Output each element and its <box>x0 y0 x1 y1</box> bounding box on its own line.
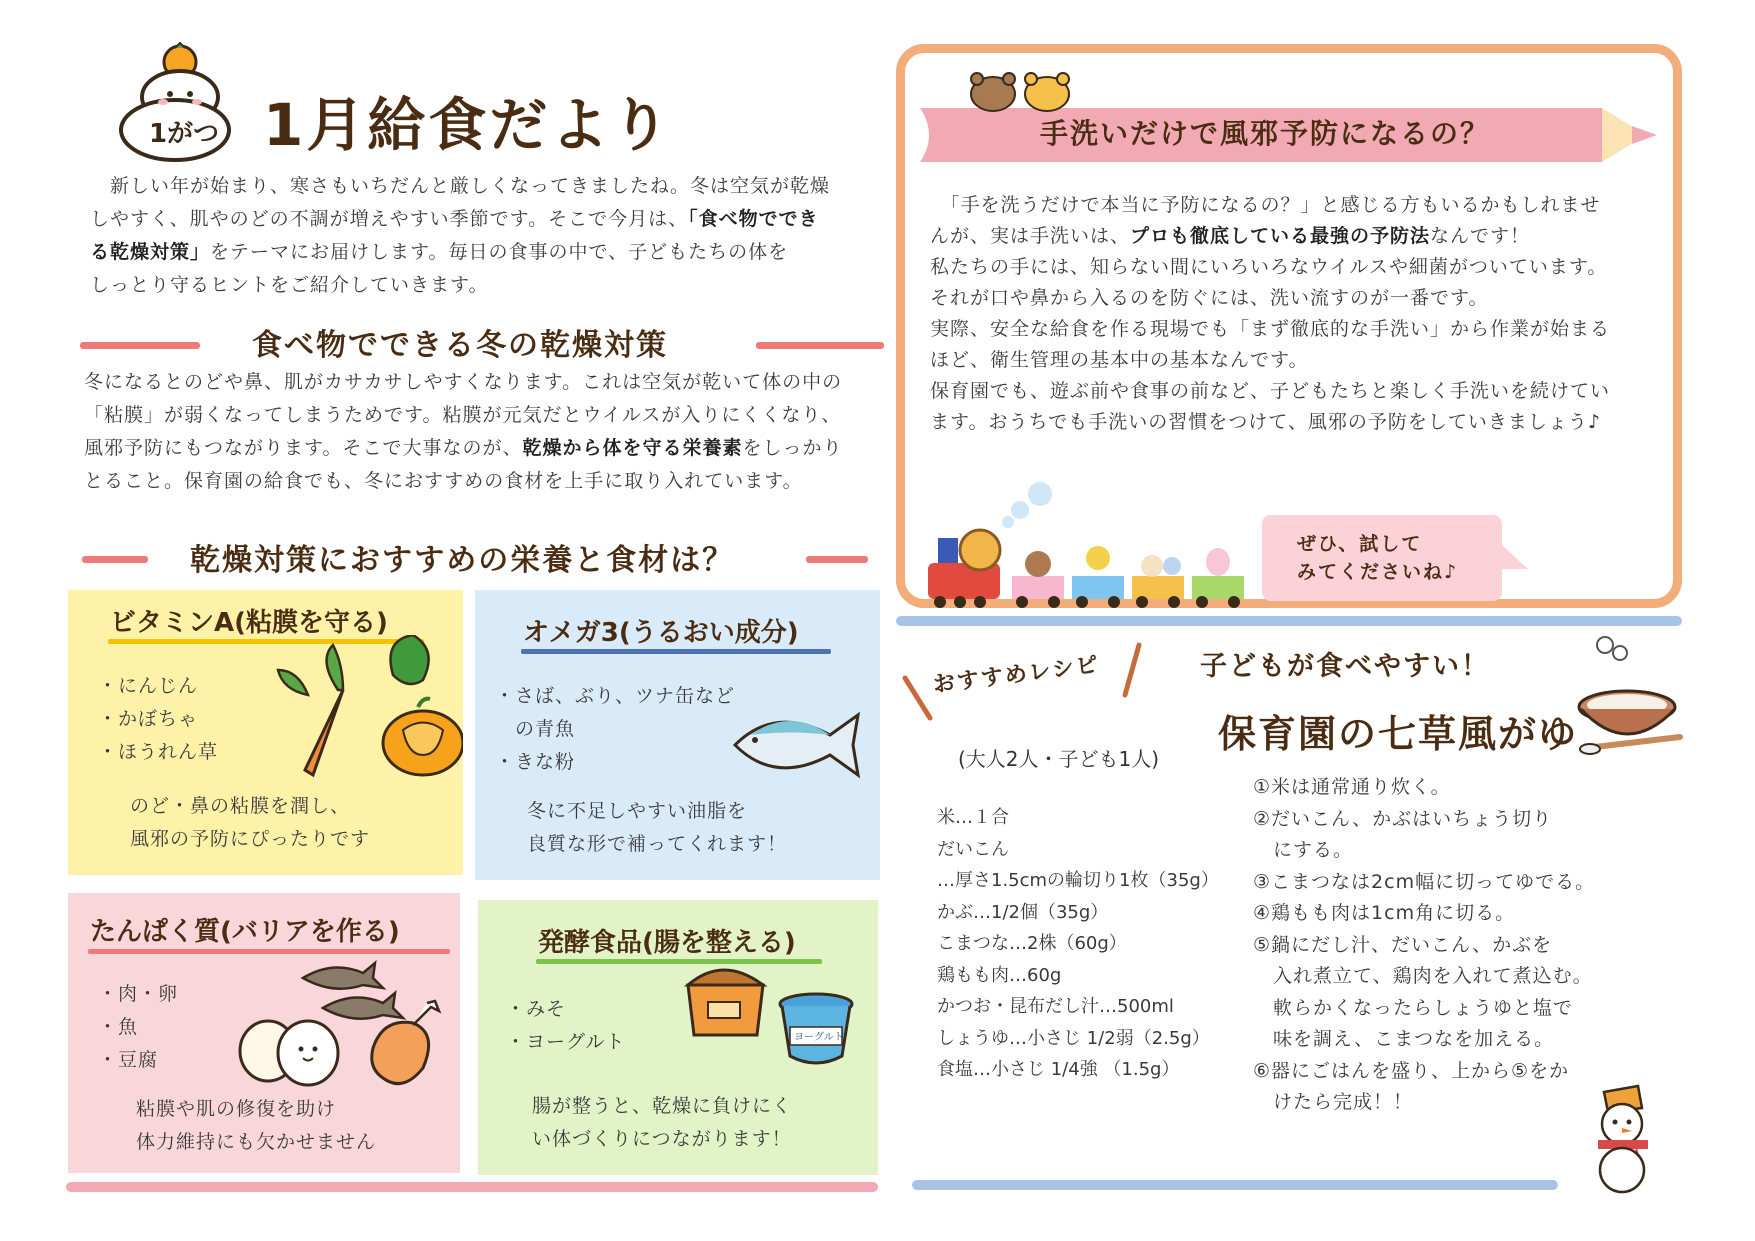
fish-illustration <box>730 705 865 785</box>
ingredient-item: 米…１合 <box>937 807 1009 828</box>
card-title-underline <box>521 649 831 654</box>
list-item: ・魚 <box>98 1016 139 1038</box>
heading-deco-left <box>80 342 200 349</box>
card-protein <box>68 893 460 1173</box>
right-bottom-bar <box>912 1180 1558 1190</box>
steps-list <box>1253 772 1595 1119</box>
left-bottom-bar <box>66 1182 878 1192</box>
step-item: 軟らかくなったらしょうゆと塩で <box>1253 996 1574 1019</box>
card-desc: 冬に不足しやすい油脂を 良質な形で補ってくれます！ <box>527 800 788 855</box>
list-item: の青魚 <box>495 718 576 740</box>
recipe-servings: (大人2人・子ども1人) <box>958 747 1160 771</box>
step-item: 味を調え、こまつなを加える。 <box>1253 1028 1555 1050</box>
dry-line: 冬になるとのどや鼻、肌がカサカサしやすくなります。これは空気が乾いて体の中の <box>84 371 843 393</box>
card-omega3 <box>475 590 880 880</box>
hw-line: 「手を洗うだけで本当に予防になるの？」と感じる方もいるかもしれませ <box>930 194 1601 216</box>
intro-line: しやすく、肌やのどの不調が増えやすい季節です。そこで今月は、「食べ物ででき <box>90 208 819 230</box>
yogurt-label: ヨーグルト <box>794 1032 844 1043</box>
card-vitamin-a <box>68 590 463 875</box>
hw-line: 実際、安全な給食を作る現場でも「まず徹底的な手洗い」から作業が始まる <box>930 318 1611 340</box>
step-item: ⑥器にごはんを盛り、上から⑤をか <box>1253 1059 1570 1082</box>
hw-line: ほど、衛生管理の基本中の基本なんです。 <box>930 349 1309 371</box>
page-title: 1月給食だより <box>263 91 673 159</box>
ingredient-item: 鶏もも肉…60g <box>937 964 1062 986</box>
card-title: オメガ3(うるおい成分) <box>523 618 799 648</box>
handwash-body <box>930 190 1650 438</box>
bubble-text: ぜひ、試して みてくださいね♪ <box>1297 533 1459 583</box>
dry-section-title: 食べ物でできる冬の乾燥対策 <box>252 328 668 363</box>
ingredient-item: かぶ…1/2個（35g） <box>937 901 1109 923</box>
hw-line: 私たちの手には、知らない間にいろいろなウイルスや細菌がついています。 <box>930 256 1608 278</box>
dry-line: 「粘膜」が弱くなってしまうためです。粘膜が元気だとウイルスが入りにくくなり、 <box>84 404 842 426</box>
snowman-illustration <box>1580 1082 1664 1194</box>
recipe-tag: おすすめレシピ <box>931 652 1102 698</box>
hw-line: それが口や鼻から入るのを防ぐには、洗い流すのが一番です。 <box>930 287 1489 309</box>
heading-deco-right <box>806 556 868 563</box>
ingredients-list <box>937 802 1219 1086</box>
kagamimochi-logo <box>115 42 237 162</box>
step-item: ①米は通常通り炊く。 <box>1253 776 1451 798</box>
list-item: ・みそ <box>506 998 567 1020</box>
card-items <box>506 993 625 1059</box>
list-item: ・にんじん <box>98 675 199 697</box>
yogurt-illustration <box>776 992 856 1067</box>
intro-paragraph <box>90 170 870 302</box>
bear-tiger-icon <box>965 70 1075 112</box>
vegetables-illustration <box>263 635 463 785</box>
card-desc: 腸が整うと、乾燥に負けにく い体づくりにつながります！ <box>532 1095 793 1150</box>
nutrients-section-title: 乾燥対策におすすめの栄養と食材は？ <box>190 543 735 578</box>
list-item: ・肉・卵 <box>98 983 179 1005</box>
list-item: ・きな粉 <box>495 751 576 773</box>
handwash-title: 手洗いだけで風邪予防になるの？ <box>1040 117 1491 150</box>
dry-body <box>84 366 884 498</box>
card-items <box>98 978 178 1077</box>
hw-line: ます。おうちでも手洗いの習慣をつけて、風邪の予防をしていきましょう♪ <box>930 411 1602 433</box>
card-title: ビタミンA(粘膜を守る) <box>110 608 388 638</box>
miso-illustration <box>683 960 768 1040</box>
intro-line: しっとり守るヒントをご紹介していきます。 <box>90 274 489 296</box>
heading-deco-right <box>756 342 884 349</box>
list-item: ・ほうれん草 <box>98 741 219 763</box>
list-item: ・さば、ぶり、ツナ缶など <box>495 685 736 707</box>
step-item: ②だいこん、かぶはいちょう切り <box>1253 807 1553 830</box>
step-item: けたら完成！！ <box>1253 1091 1414 1113</box>
card-items <box>98 670 218 769</box>
step-item: ③こまつなは2cm幅に切ってゆでる。 <box>1253 870 1596 893</box>
dry-line: 風邪予防にもつながります。そこで大事なのが、乾燥から体を守る栄養素をしっかり <box>84 437 843 459</box>
hw-line: 保育園でも、遊ぶ前や食事の前など、子どもたちと楽しく手洗いを続けてい <box>930 380 1611 402</box>
list-item: ・ヨーグルト <box>506 1031 626 1053</box>
ingredient-item: こまつな…2株（60g） <box>937 933 1127 954</box>
step-item: 入れ煮立て、鶏肉を入れて煮込む。 <box>1253 965 1593 987</box>
step-item: ④鶏もも肉は1cm角に切る。 <box>1253 902 1516 924</box>
list-item: ・かぼちゃ <box>98 708 199 730</box>
card-title: 発酵食品(腸を整える) <box>538 928 796 958</box>
card-title: たんぱく質(バリアを作る) <box>90 917 400 947</box>
list-item: ・豆腐 <box>98 1049 159 1071</box>
recipe-subtitle: 子どもが食べやすい！ <box>1200 651 1490 682</box>
ingredient-item: かつお・昆布だし汁…500ml <box>937 996 1174 1017</box>
intro-line: る乾燥対策」をテーマにお届けします。毎日の食事の中で、子どもたちの体を <box>90 241 789 263</box>
card-desc: のど・鼻の粘膜を潤し、 風邪の予防にぴったりです <box>130 795 371 850</box>
step-item: にする。 <box>1253 839 1354 861</box>
logo-text: 1がつ <box>149 119 220 149</box>
ingredient-item: 食塩…小さじ 1/4強 （1.5g） <box>937 1059 1180 1080</box>
intro-line: 新しい年が始まり、寒さもいちだんと厳しくなってきましたね。冬は空気が乾燥 <box>90 175 831 197</box>
spoon-icon <box>1117 640 1147 700</box>
ingredient-item: だいこん <box>937 838 1009 860</box>
recipe-title: 保育園の七草風がゆ <box>1218 712 1579 756</box>
card-desc: 粘膜や肌の修復を助け 体力維持にも欠かせません <box>136 1098 377 1153</box>
porridge-illustration <box>1575 635 1690 775</box>
protein-illustration <box>233 953 448 1093</box>
handwash-bottom-bar <box>896 616 1682 626</box>
hw-line: んが、実は手洗いは、プロも徹底している最強の予防法なんです！ <box>930 225 1531 247</box>
card-title-underline <box>536 959 822 964</box>
ingredient-item: …厚さ1.5cmの輪切り1枚（35g） <box>937 870 1219 891</box>
ingredient-item: しょうゆ…小さじ 1/2弱（2.5g） <box>937 1027 1210 1049</box>
heading-deco-left <box>82 556 148 563</box>
card-fermented <box>478 900 878 1175</box>
card-items <box>495 680 735 779</box>
step-item: ⑤鍋にだし汁、だいこん、かぶを <box>1253 933 1553 956</box>
dry-line: とること。保育園の給食でも、冬におすすめの食材を上手に取り入れています。 <box>84 470 803 492</box>
animal-train-illustration <box>920 478 1260 610</box>
